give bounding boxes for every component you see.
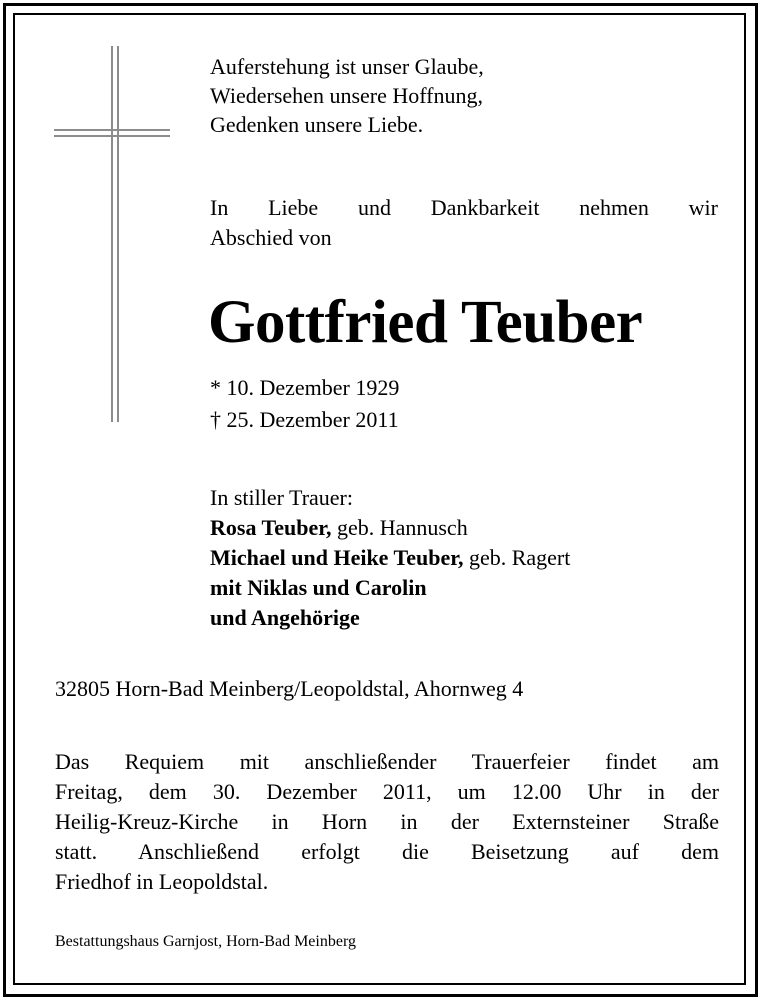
mourner-name: mit Niklas und Carolin <box>210 575 427 600</box>
mourner-name: und Angehörige <box>210 605 360 630</box>
life-dates <box>210 372 399 436</box>
intro-text <box>210 193 718 253</box>
mourner-suffix: geb. Hannusch <box>331 515 468 540</box>
service-line: Freitag, dem 30. Dezember 2011, um 12.00 Uhr in der <box>55 779 719 804</box>
service-notice <box>55 747 719 897</box>
motto-line: Wiedersehen unsere Hoffnung, <box>210 83 484 108</box>
service-line: Das Requiem mit anschließender Trauerfeier findet am <box>55 749 719 774</box>
motto-line: Gedenken unsere Liebe. <box>210 112 424 137</box>
birth-date: * 10. Dezember 1929 <box>210 375 400 400</box>
intro-line: Abschied von <box>210 225 332 250</box>
mourner-suffix: geb. Ragert <box>463 545 571 570</box>
address: 32805 Horn-Bad Meinberg/Leopoldstal, Ahornweg 4 <box>55 676 524 701</box>
service-line: Friedhof in Leopoldstal. <box>55 869 269 894</box>
cross-icon <box>52 44 172 424</box>
service-line: statt. Anschließend erfolgt die Beisetzung auf dem <box>55 839 719 864</box>
service-line: Heilig-Kreuz-Kirche in Horn in der Externsteiner Straße <box>55 809 719 834</box>
mourner-name: Michael und Heike Teuber, <box>210 545 464 570</box>
mourners-heading: In stiller Trauer: <box>210 485 353 510</box>
mourners-block <box>210 483 570 633</box>
mourner-name: Rosa Teuber, <box>210 515 332 540</box>
intro-line: In Liebe und Dankbarkeit nehmen wir <box>210 195 718 220</box>
undertaker: Bestattungshaus Garnjost, Horn-Bad Meinberg <box>55 933 356 950</box>
death-date: † 25. Dezember 2011 <box>210 407 399 432</box>
motto-line: Auferstehung ist unser Glaube, <box>210 54 484 79</box>
motto <box>210 52 484 139</box>
deceased-name: Gottfried Teuber <box>208 289 643 356</box>
